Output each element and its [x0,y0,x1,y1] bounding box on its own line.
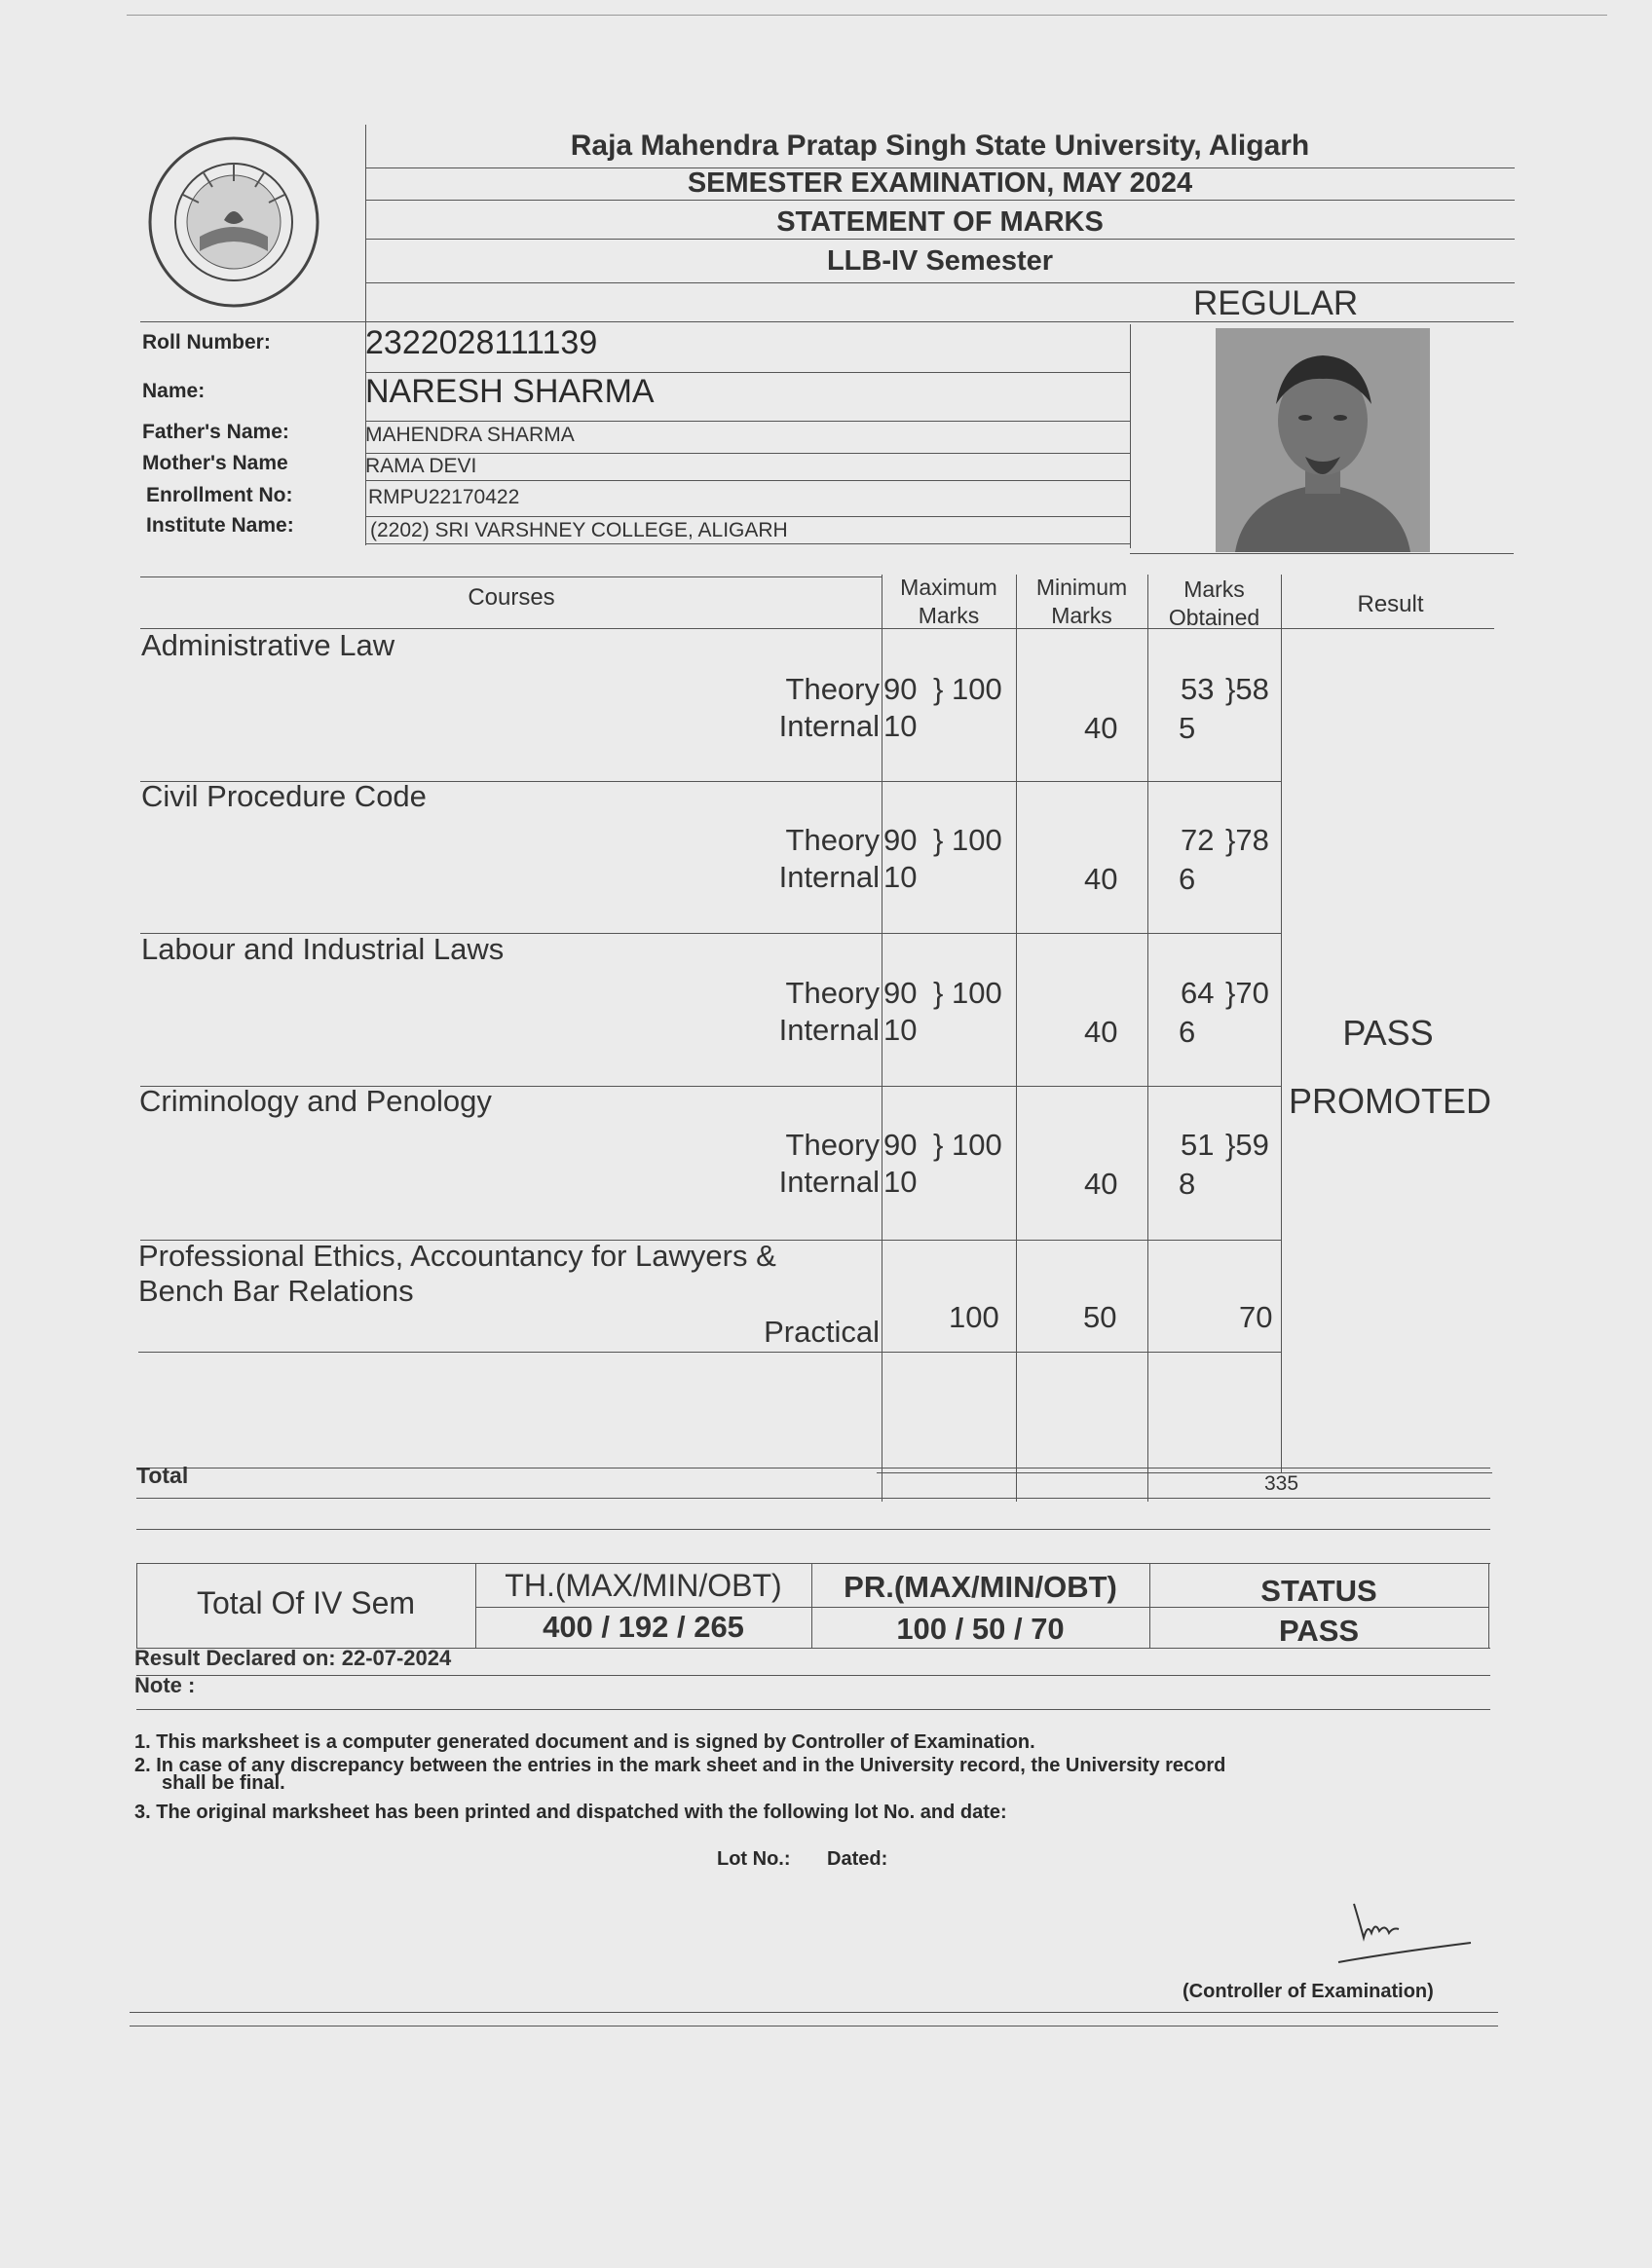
internal-obtained: 8 [1179,1167,1196,1201]
note-2-continued: shall be final. [162,1772,285,1794]
min-marks: 40 [1084,711,1118,745]
note-2: 2. In case of any discrepancy between the entries in the mark sheet and in the University record, the University record [134,1755,1226,1776]
obtained-total: }58 [1225,672,1269,706]
note-1: 1. This marksheet is a computer generated document and is signed by Controller of Examination. [134,1731,1035,1753]
controller-signature [1334,1894,1481,1972]
statement-title: STATEMENT OF MARKS [776,206,1104,238]
max-total: } 100 [933,976,1002,1010]
status-type: REGULAR [1193,284,1359,322]
min-marks-header-line1: Minimum [1035,575,1128,600]
practical-min: 50 [1083,1300,1117,1334]
practical-max: 100 [949,1300,999,1334]
enrollment-label: Enrollment No: [146,484,293,506]
internal-max: 10 [883,1013,918,1047]
internal-max: 10 [883,1165,918,1199]
lot-number-label: Lot No.: [717,1848,791,1870]
internal-label: Internal [778,860,880,894]
obtained-total: }78 [1225,823,1269,857]
dated-label: Dated: [827,1848,888,1870]
max-total: } 100 [933,823,1002,857]
internal-max: 10 [883,860,918,894]
institute-value: (2202) SRI VARSHNEY COLLEGE, ALIGARH [370,519,788,541]
result-pass: PASS [1342,1013,1434,1053]
theory-label: Theory [785,823,880,857]
father-name-label: Father's Name: [142,421,289,443]
course-name: Administrative Law [141,628,395,662]
status-header: STATUS [1260,1574,1377,1608]
exam-title: SEMESTER EXAMINATION, MAY 2024 [687,167,1193,199]
name-label: Name: [142,380,206,402]
theory-label: Theory [785,1128,880,1162]
note-3: 3. The original marksheet has been printed and dispatched with the following lot No. and date: [134,1802,1007,1823]
total-label: Total [136,1463,189,1488]
note-label: Note : [134,1673,196,1697]
theory-max: 90 [883,976,918,1010]
mother-name-value: RAMA DEVI [365,455,477,477]
mother-name-label: Mother's Name [142,452,288,474]
internal-label: Internal [778,709,880,743]
enrollment-value: RMPU22170422 [368,486,520,508]
theory-max: 90 [883,672,918,706]
internal-obtained: 6 [1179,1015,1196,1049]
courses-header: Courses [468,584,555,611]
university-seal [146,134,321,310]
summary-label: Total Of IV Sem [196,1585,416,1620]
university-name: Raja Mahendra Pratap Singh State University, Aligarh [570,130,1310,162]
theory-max: 90 [883,1128,918,1162]
max-marks-header-line1: Maximum [900,575,997,600]
practical-summary-header: PR.(MAX/MIN/OBT) [844,1570,1117,1604]
theory-summary-value: 400 / 192 / 265 [543,1610,744,1644]
controller-title: (Controller of Examination) [1183,1981,1434,2002]
result-declared: Result Declared on: 22-07-2024 [134,1646,452,1670]
practical-obtained: 70 [1239,1300,1273,1334]
obtained-header-line2: Obtained [1168,605,1260,630]
obtained-header-line1: Marks [1183,576,1245,602]
practical-summary-value: 100 / 50 / 70 [896,1612,1065,1646]
min-marks: 40 [1084,862,1118,896]
course-name: Labour and Industrial Laws [141,932,505,966]
theory-label: Theory [785,672,880,706]
theory-obtained: 53 [1181,672,1215,706]
student-photo [1216,328,1430,552]
practical-label: Practical [764,1315,880,1349]
theory-label: Theory [785,976,880,1010]
max-marks-header-line2: Marks [918,603,980,628]
internal-max: 10 [883,709,918,743]
course-name: Criminology and Penology [139,1084,492,1118]
father-name-value: MAHENDRA SHARMA [365,424,575,446]
theory-summary-header: TH.(MAX/MIN/OBT) [505,1568,782,1603]
max-total: } 100 [933,1128,1002,1162]
min-marks: 40 [1084,1167,1118,1201]
course-name: Civil Procedure Code [141,779,427,813]
status-value: PASS [1278,1614,1360,1648]
institute-label: Institute Name: [146,514,294,537]
obtained-total: }59 [1225,1128,1269,1162]
max-total: } 100 [933,672,1002,706]
theory-obtained: 64 [1181,976,1215,1010]
practical-course-name-line2: Bench Bar Relations [138,1274,414,1308]
internal-obtained: 6 [1179,862,1196,896]
semester-title: LLB-IV Semester [826,245,1054,277]
min-marks-header-line2: Marks [1051,603,1112,628]
result-promoted: PROMOTED [1288,1081,1491,1121]
min-marks: 40 [1084,1015,1118,1049]
theory-obtained: 51 [1181,1128,1215,1162]
name-value: NARESH SHARMA [365,373,655,410]
practical-course-name: Professional Ethics, Accountancy for Lawyers & [138,1239,776,1273]
result-header: Result [1357,591,1424,617]
internal-obtained: 5 [1179,711,1196,745]
obtained-total: }70 [1225,976,1269,1010]
internal-label: Internal [778,1165,880,1199]
theory-max: 90 [883,823,918,857]
theory-obtained: 72 [1181,823,1215,857]
total-value: 335 [1264,1472,1299,1495]
roll-number-label: Roll Number: [142,331,271,353]
internal-label: Internal [778,1013,880,1047]
roll-number-value: 2322028111139 [365,324,598,361]
